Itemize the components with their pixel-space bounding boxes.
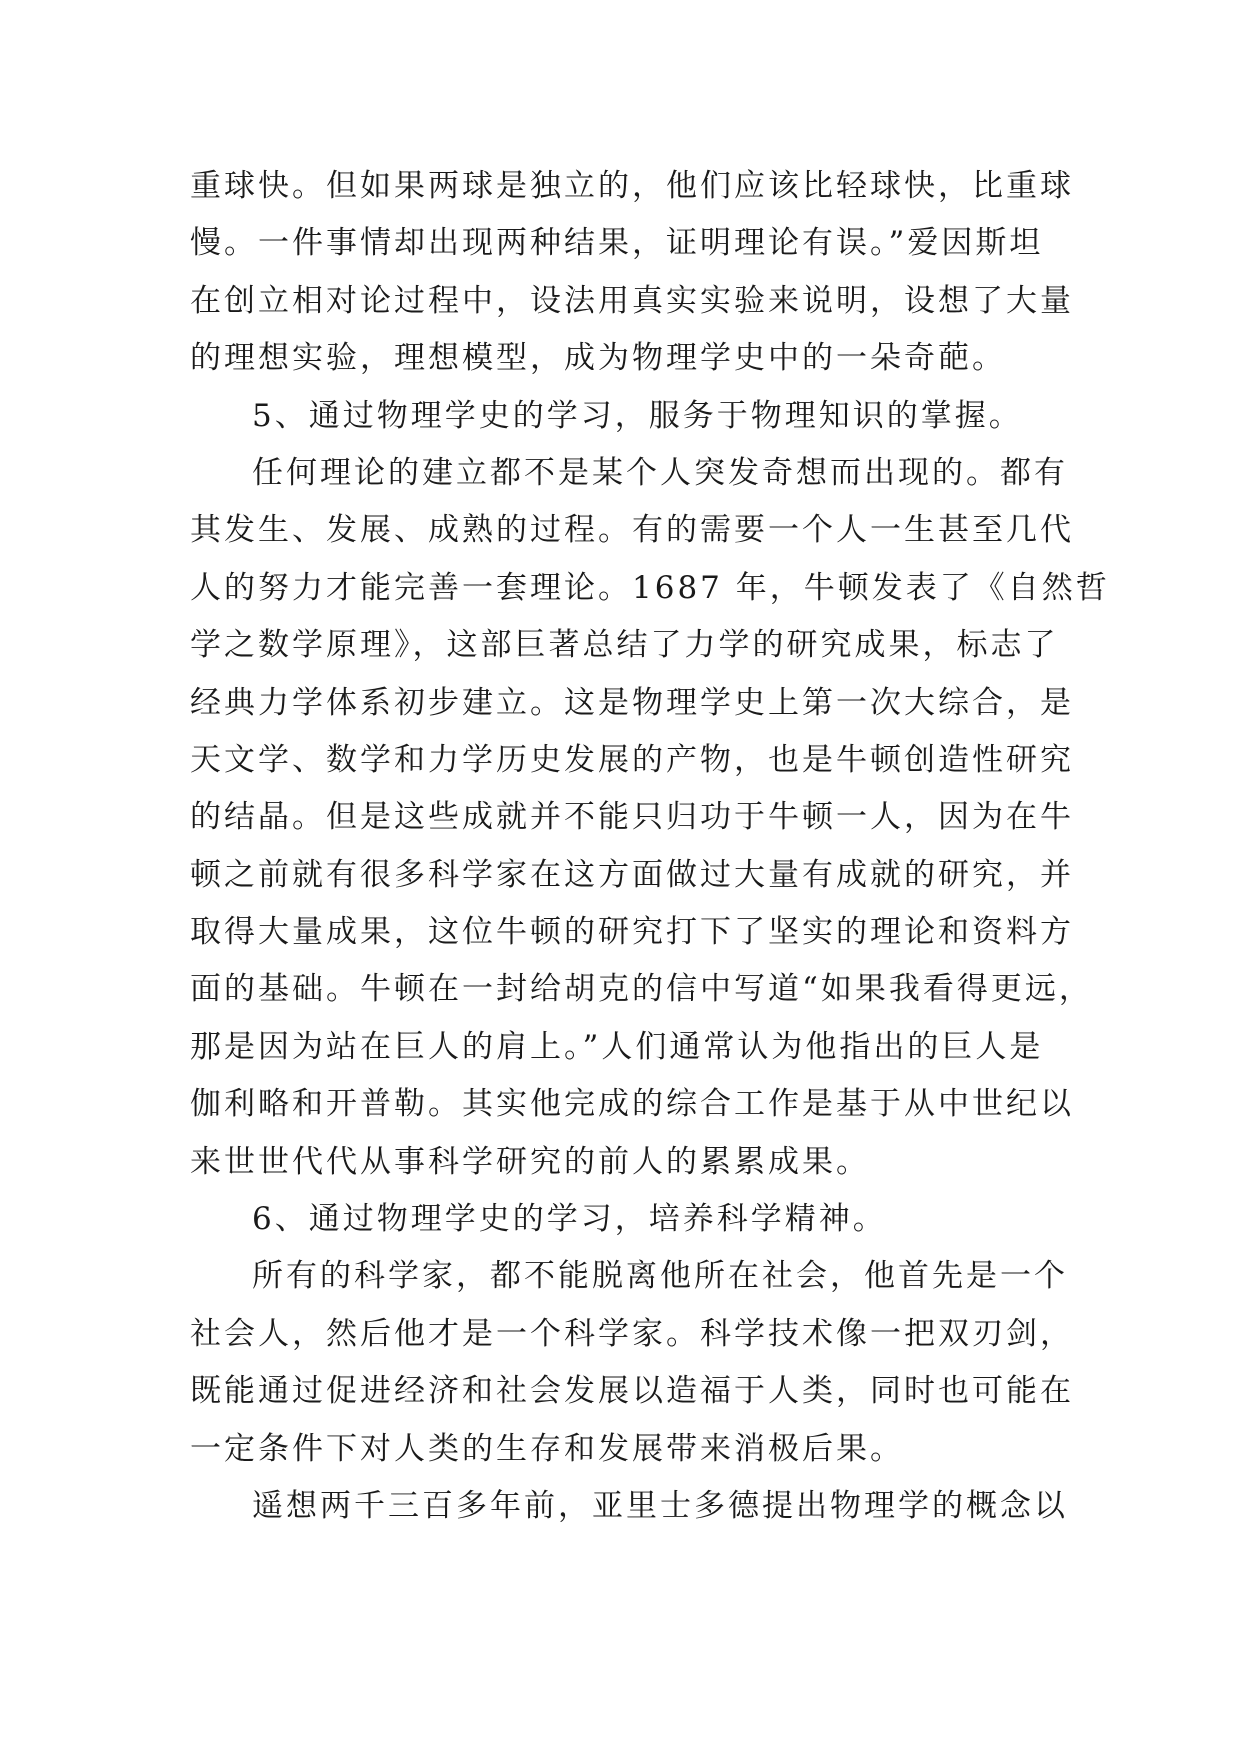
text-line: 所有的科学家，都不能脱离他所在社会，他首先是一个 [252,1258,1068,1295]
text-line: 的理想实验，理想模型，成为物理学史中的一朵奇葩。 [190,340,1006,377]
text-line: 既能通过促进经济和社会发展以造福于人类，同时也可能在 [190,1373,1074,1410]
text-line: 取得大量成果，这位牛顿的研究打下了坚实的理论和资料方 [190,914,1074,951]
text-line: 其发生、发展、成熟的过程。有的需要一个人一生甚至几代 [190,512,1074,549]
text-line: 天文学、数学和力学历史发展的产物，也是牛顿创造性研究 [190,741,1074,778]
text-line: 的结晶。但是这些成就并不能只归功于牛顿一人，因为在牛 [190,799,1074,836]
body-text [190,158,1110,1535]
text-line: 来世世代代从事科学研究的前人的累累成果。 [190,1143,870,1180]
text-line: 在创立相对论过程中，设法用真实实验来说明，设想了大量 [190,282,1074,319]
text-line: 人的努力才能完善一套理论。1687 年，牛顿发表了《自然哲 [190,569,1110,606]
text-line: 学之数学原理》，这部巨著总结了力学的研究成果，标志了 [190,627,1059,664]
text-line: 重球快。但如果两球是独立的，他们应该比轻球快，比重球 [190,168,1074,204]
text-line: 社会人，然后他才是一个科学家。科学技术像一把双刃剑， [190,1315,1074,1352]
text-line: 顿之前就有很多科学家在这方面做过大量有成就的研究，并 [190,856,1074,893]
text-line: 伽利略和开普勒。其实他完成的综合工作是基于从中世纪以 [190,1086,1074,1123]
text-line: 那是因为站在巨人的肩上。”人们通常认为他指出的巨人是 [190,1028,1044,1065]
text-line: 遥想两千三百多年前，亚里士多德提出物理学的概念以 [252,1487,1068,1524]
text-line: 5、通过物理学史的学习，服务于物理知识的掌握。 [252,397,1023,434]
text-line: 一定条件下对人类的生存和发展带来消极后果。 [190,1430,904,1467]
text-line: 6、通过物理学史的学习，培养科学精神。 [252,1201,887,1238]
text-line: 任何理论的建立都不是某个人突发奇想而出现的。都有 [252,454,1068,491]
text-line: 慢。一件事情却出现两种结果，证明理论有误。”爱因斯坦 [190,225,1044,262]
text-line: 经典力学体系初步建立。这是物理学史上第一次大综合，是 [190,684,1074,721]
text-line: 面的基础。牛顿在一封给胡克的信中写道“如果我看得更远， [190,971,1093,1008]
